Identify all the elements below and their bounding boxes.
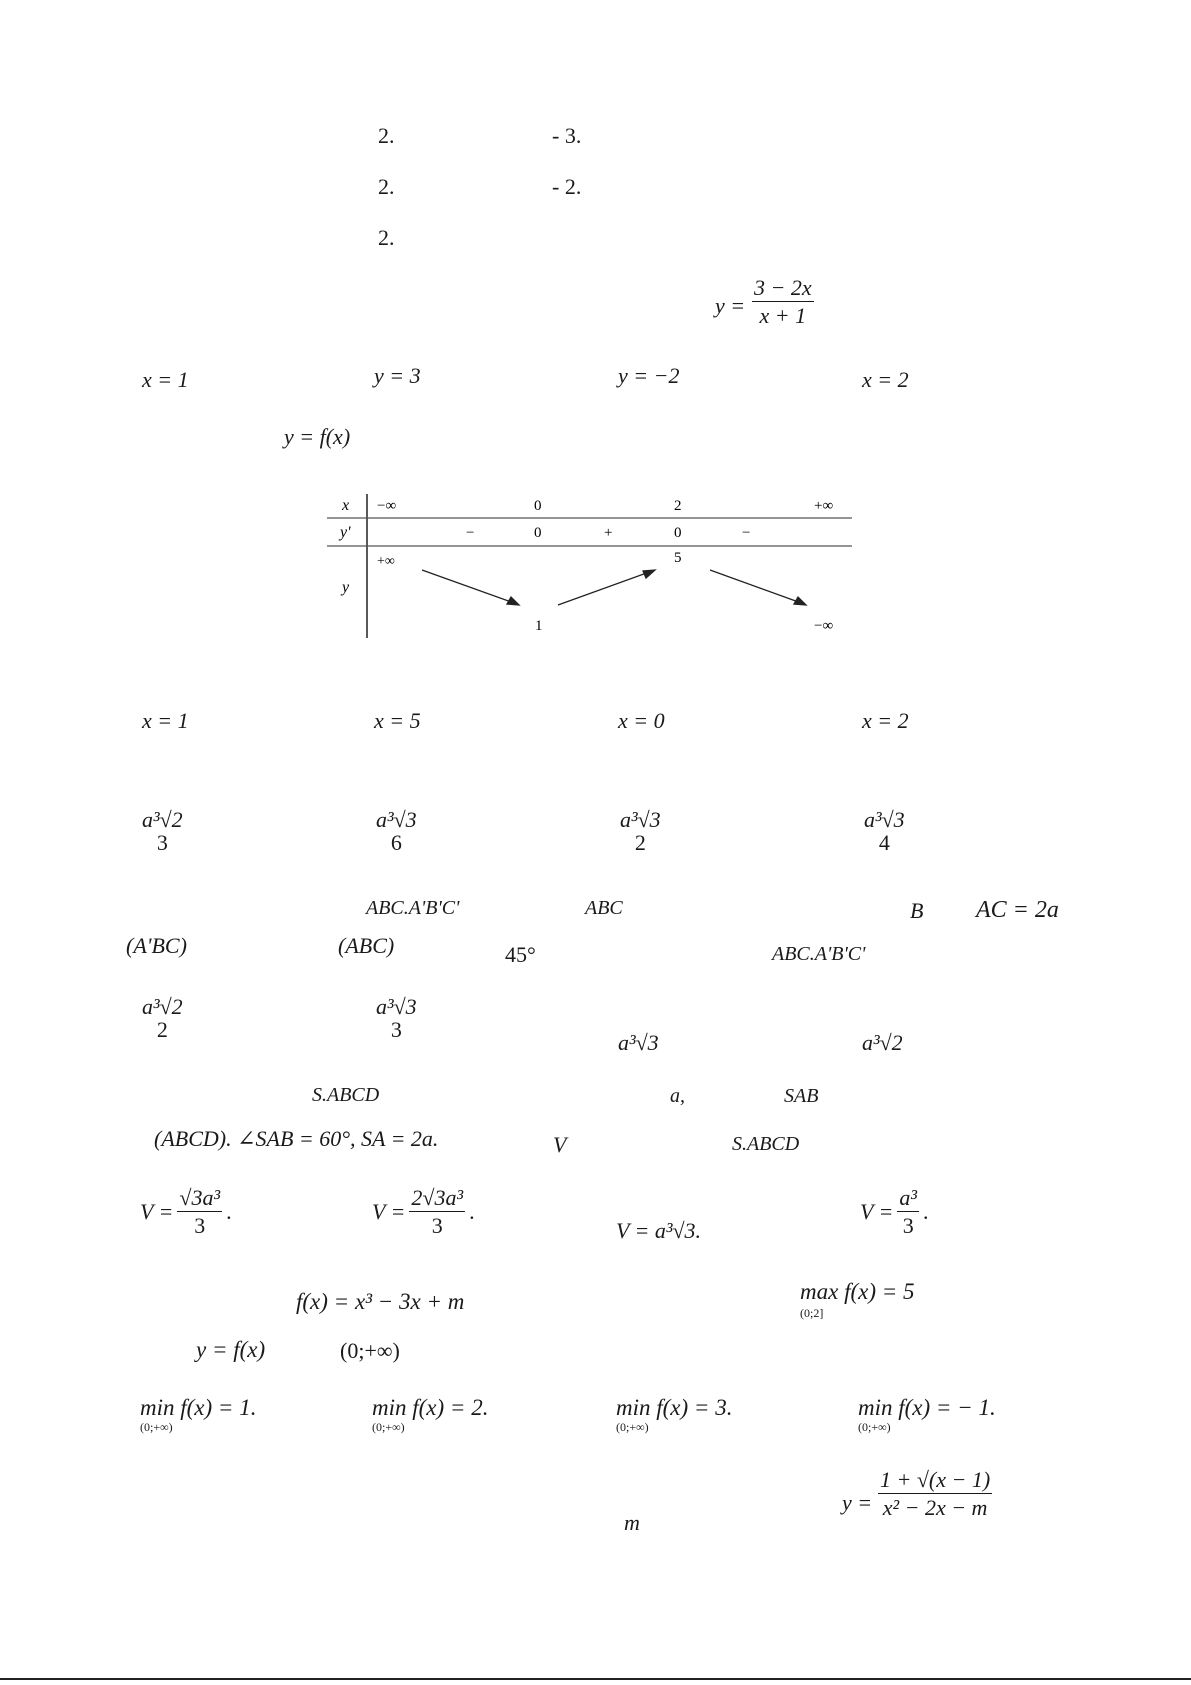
vol1-answer-b [374,808,419,854]
table-func-label: y = f(x) [284,424,351,449]
prism-answer-b [374,995,419,1041]
vol1-answer-c [618,808,663,854]
table-sign-5: − [742,525,751,541]
pyramid-label: S.ABCD [312,1084,380,1106]
table-y-min: 1 [535,618,543,634]
vol1-answer-d [862,808,907,854]
minmax-fx: y = f(x) [196,1337,266,1362]
table-answer-b: x = 5 [374,708,421,733]
bottom-border [0,1678,1191,1680]
table-answer-d: x = 2 [862,708,909,733]
pyr-a-pre: V = [140,1198,174,1224]
pyramid-answer-d [860,1186,929,1237]
table-y-max: 5 [674,550,682,566]
table-sign-4: 0 [674,525,682,541]
asym-fraction [752,276,814,327]
pyr-d-pre: V = [860,1198,894,1224]
minmax-max-main: max f(x) = 5 [800,1279,915,1304]
asym-y-label: y = [715,293,746,318]
last-m: m [624,1510,640,1535]
asym-answer-d: x = 2 [862,367,909,392]
pyr-b-frac [409,1186,465,1237]
vol1-b-den: 6 [390,830,402,856]
pyramid-label-2: S.ABCD [732,1133,800,1155]
pyr-b-num: 2√3a³ [411,1185,464,1210]
opt-top-1-a: 2. [378,123,395,148]
prism-base: ABC [585,897,623,919]
prism-a-den: 2 [156,1017,168,1043]
minmax-d-main: min f(x) = − 1. [858,1395,996,1420]
vol1-d-num: a³√3 [864,807,905,832]
table-dy-label: y' [340,524,351,541]
pyr-d-den: 3 [902,1213,914,1239]
pyr-d-num: a³ [899,1185,917,1210]
asym-answer-b: y = 3 [374,363,421,388]
minmax-answer-c [616,1396,732,1435]
pyramid-face: SAB [784,1085,819,1107]
prism-answer-d: a³√2 [862,1030,903,1055]
pyr-b-post: . [469,1198,475,1224]
table-arrow-down-2 [710,570,806,605]
prism-b-num: a³√3 [376,994,417,1019]
asym-num: 3 − 2x [754,275,812,300]
table-sign-3: + [604,525,613,541]
prism-label: ABC.A'B'C' [366,897,460,919]
table-x-0: 0 [534,498,542,514]
table-y-top-left: +∞ [377,554,395,569]
minmax-a-sub: (0;+∞) [140,1420,173,1434]
prism-a-num: a³√2 [142,994,183,1019]
last-num: 1 + √(x − 1) [880,1467,991,1492]
pyr-a-den: 3 [194,1213,206,1239]
table-sign-1: − [466,525,475,541]
prism-plane-1: (A'BC) [126,933,187,958]
table-x-label: x [342,497,350,514]
opt-top-2-b: - 2. [552,174,582,199]
minmax-max-cond [800,1280,915,1321]
minmax-func: f(x) = x³ − 3x + m [296,1289,465,1314]
table-x-2: 2 [674,498,682,514]
last-fraction [878,1468,992,1519]
opt-top-2-a: 2. [378,174,395,199]
minmax-c-sub: (0;+∞) [616,1420,649,1434]
minmax-b-main: min f(x) = 2. [372,1395,489,1420]
pyr-b-pre: V = [372,1198,406,1224]
table-sign-2: 0 [534,525,542,541]
pyr-d-post: . [923,1198,929,1224]
table-answer-a: x = 1 [142,708,189,733]
prism-plane-2: (ABC) [338,933,395,958]
prism-answer-a [140,995,185,1041]
table-y-bottom-right: −∞ [814,618,834,634]
vol1-a-num: a³√2 [142,807,183,832]
pyr-a-frac [177,1186,222,1237]
asym-bar [752,301,814,302]
table-x-neg-inf: −∞ [377,498,397,514]
vol1-b-num: a³√3 [376,807,417,832]
vol1-c-num: a³√3 [620,807,661,832]
minmax-answer-a [140,1396,256,1435]
pyramid-answer-b [372,1186,475,1237]
table-arrow-up [558,570,655,605]
vol1-d-den: 4 [878,830,890,856]
table-arrow-down-1 [422,570,519,605]
pyramid-answer-c: V = a³√3. [616,1218,702,1243]
pyr-b-den: 3 [431,1213,443,1239]
pyramid-answer-a [140,1186,232,1237]
minmax-answer-d [858,1396,996,1435]
prism-vertex: B [910,898,924,923]
vol1-answer-a [140,808,185,854]
pyramid-v: V [553,1132,567,1157]
table-y-label: y [342,579,350,596]
variation-table [322,490,862,640]
prism-b-den: 3 [390,1017,402,1043]
pyr-a-post: . [226,1198,232,1224]
prism-ac: AC = 2a [976,897,1059,923]
minmax-b-sub: (0;+∞) [372,1420,405,1434]
opt-top-3-a: 2. [378,225,395,250]
minmax-answer-b [372,1396,488,1435]
minmax-max-sub: (0;2] [800,1306,824,1320]
opt-top-1-b: - 3. [552,123,582,148]
pyr-d-frac [897,1186,919,1237]
pyr-a-num: √3a³ [179,1185,221,1210]
table-answer-c: x = 0 [618,708,665,733]
last-den: x² − 2x − m [882,1495,988,1521]
asym-den: x + 1 [759,303,807,329]
vol1-a-den: 3 [156,830,168,856]
prism-angle: 45° [505,942,536,967]
prism-label-2: ABC.A'B'C' [772,943,866,965]
minmax-d-sub: (0;+∞) [858,1420,891,1434]
pyramid-cond: (ABCD). ∠SAB = 60°, SA = 2a. [154,1126,439,1151]
asym-answer-a: x = 1 [142,367,189,392]
minmax-a-main: min f(x) = 1. [140,1395,257,1420]
minmax-interval: (0;+∞) [340,1338,400,1363]
asym-answer-c: y = −2 [618,363,680,388]
last-y: y = [842,1490,873,1515]
vol1-c-den: 2 [634,830,646,856]
table-x-pos-inf: +∞ [814,498,834,514]
minmax-c-main: min f(x) = 3. [616,1395,733,1420]
pyramid-a: a, [670,1085,685,1107]
prism-answer-c: a³√3 [618,1030,659,1055]
